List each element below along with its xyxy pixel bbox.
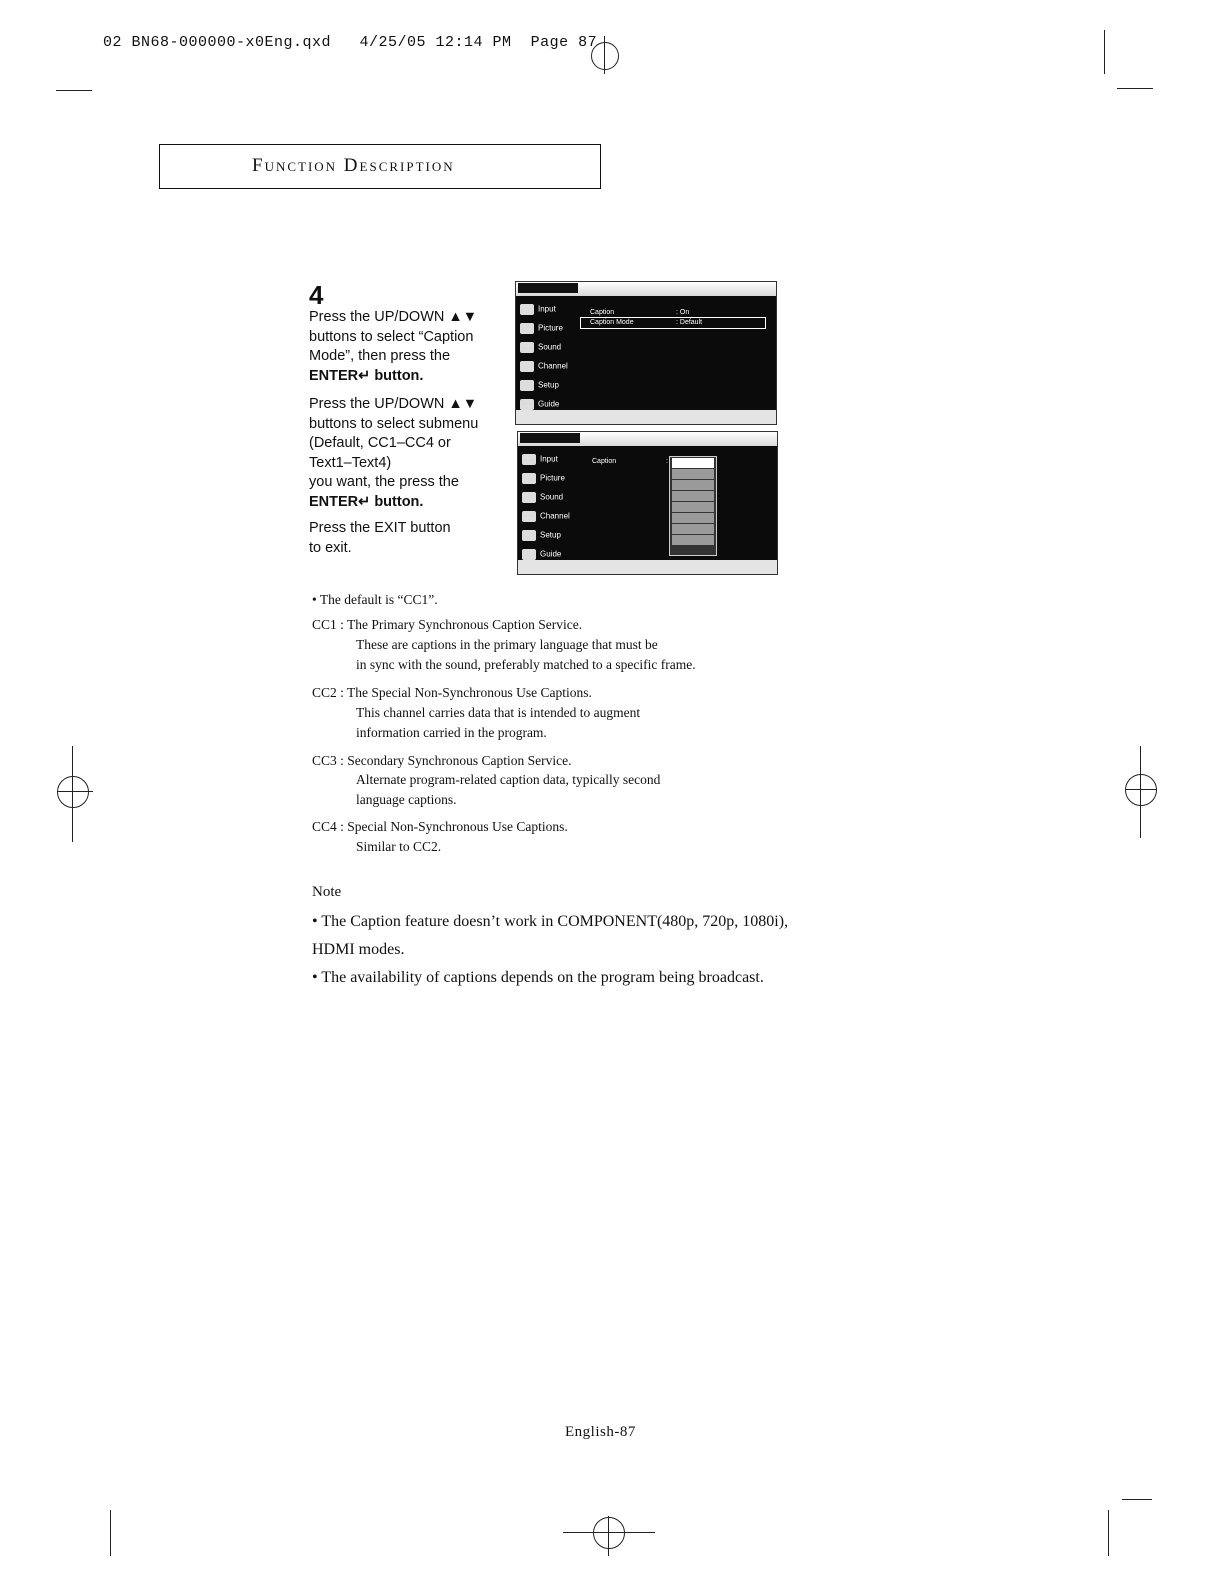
- cc4-description: Similar to CC2.: [356, 839, 442, 854]
- osd-menu-label: Input: [538, 304, 556, 314]
- section-title-box: [159, 144, 601, 189]
- osd-menu-label: Input: [540, 454, 558, 464]
- text-line: Press the UP/DOWN ▲▼: [309, 309, 478, 325]
- default-note: • The default is “CC1”.: [312, 592, 438, 607]
- picture-icon: [520, 323, 534, 334]
- osd-title-bar: [518, 432, 777, 446]
- osd-menu-label: Setup: [538, 380, 559, 390]
- osd-row-caption: [590, 309, 690, 316]
- osd-side-menu: [522, 454, 570, 568]
- osd-row-label: Caption: [592, 458, 617, 465]
- cc3-heading: CC3 : Secondary Synchronous Caption Service.: [312, 753, 572, 768]
- text-line: ENTER↵ button.: [309, 493, 424, 510]
- osd-submenu-list: [669, 456, 717, 556]
- osd-row-value: : On: [676, 309, 690, 316]
- setup-icon: [520, 380, 534, 391]
- osd-screen-caption-submenu: [517, 431, 778, 575]
- text-line: to exit.: [309, 539, 352, 556]
- picture-icon: [522, 473, 536, 484]
- text-line: (Default, CC1–CC4 or: [309, 435, 451, 451]
- text-line: buttons to select submenu: [309, 415, 479, 432]
- cc1-description: These are captions in the primary language that must be: [356, 637, 658, 652]
- input-icon: [522, 454, 536, 465]
- guide-icon: [520, 399, 534, 410]
- cc2-description: information carried in the program.: [356, 725, 547, 740]
- osd-row-value: :: [666, 458, 668, 465]
- text-line: Press the UP/DOWN ▲▼: [309, 396, 478, 412]
- step-number: 4: [309, 280, 324, 310]
- text-line: Mode”, then press the: [309, 348, 451, 364]
- channel-icon: [522, 511, 536, 522]
- osd-row-label: Caption: [590, 309, 615, 316]
- cc1-heading: CC1 : The Primary Synchronous Caption Service.: [312, 617, 583, 632]
- cc3-description: Alternate program-related caption data, typically second: [356, 772, 661, 787]
- guide-icon: [522, 549, 536, 560]
- sound-icon: [522, 492, 536, 503]
- text-line: Press the EXIT button: [309, 520, 451, 536]
- osd-row-value: : Default: [676, 319, 703, 326]
- step-paragraph-3: [309, 519, 499, 558]
- text-line: buttons to select “Caption: [309, 328, 474, 345]
- osd-row-caption-mode: [590, 319, 703, 326]
- osd-menu-label: Picture: [540, 473, 565, 483]
- osd-side-menu: [520, 304, 568, 418]
- osd-title-bar: [516, 282, 776, 296]
- osd-menu-label: Sound: [538, 342, 562, 352]
- osd-help-bar: [516, 410, 776, 424]
- input-icon: [520, 304, 534, 315]
- osd-menu-label: Channel: [538, 361, 568, 371]
- note-item: • The availability of captions depends on the program being broadcast.: [312, 969, 764, 986]
- file-slug: 02 BN68-000000-x0Eng.qxd 4/25/05 12:14 PM Page 87: [103, 34, 598, 51]
- osd-menu-label: Channel: [540, 511, 570, 521]
- cc1-description: in sync with the sound, preferably matched to a specific frame.: [356, 657, 696, 672]
- cc3-description: language captions.: [356, 792, 457, 807]
- sound-icon: [520, 342, 534, 353]
- text-line: ENTER↵ button.: [309, 367, 424, 384]
- setup-icon: [522, 530, 536, 541]
- cc4-heading: CC4 : Special Non-Synchronous Use Captions.: [312, 819, 568, 834]
- osd-help-bar: [518, 560, 777, 574]
- note-item: • The Caption feature doesn’t work in COMPONENT(480p, 720p, 1080i), HDMI modes.: [312, 913, 789, 958]
- text-line: you want, the press the: [309, 474, 459, 490]
- osd-menu-label: Guide: [540, 549, 562, 559]
- cc2-heading: CC2 : The Special Non-Synchronous Use Captions.: [312, 685, 592, 700]
- osd-menu-label: Setup: [540, 530, 561, 540]
- osd-menu-label: Picture: [538, 323, 563, 333]
- osd-menu-label: Guide: [538, 399, 560, 409]
- section-title: Function Description: [252, 155, 455, 176]
- cc2-description: This channel carries data that is intended to augment: [356, 705, 641, 720]
- osd-screen-caption-mode: [515, 281, 777, 425]
- note-heading: Note: [312, 884, 342, 900]
- page-number: English-87: [565, 1424, 636, 1440]
- osd-row-caption: [592, 458, 668, 465]
- channel-icon: [520, 361, 534, 372]
- step-paragraph-1: [309, 308, 499, 386]
- step-paragraph-2: [309, 395, 499, 512]
- text-line: Text1–Text4): [309, 454, 392, 471]
- osd-row-label: Caption Mode: [590, 319, 634, 326]
- osd-menu-label: Sound: [540, 492, 564, 502]
